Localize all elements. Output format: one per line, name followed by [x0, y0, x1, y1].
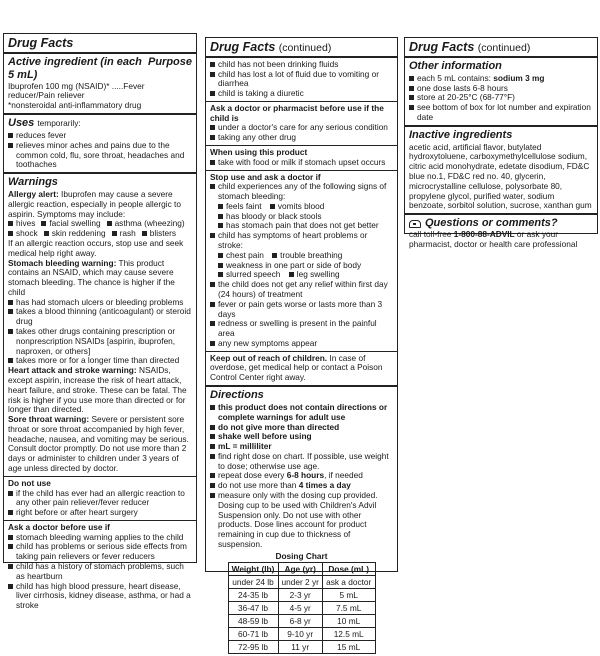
list-item: blisters	[142, 229, 176, 239]
drug-facts-panel-1	[3, 33, 197, 611]
allergy-text: Ibuprofen may cause a severe allergic reaction, especially in people allergic to aspirin. Symptoms may include:	[8, 189, 181, 219]
other-information-title: Other information	[409, 59, 502, 72]
stomach-text: This product contains an NSAID, which may cause severe stomach bleeding. The chance is higher if the child	[8, 257, 175, 297]
list-item: trouble breathing	[272, 251, 342, 261]
list-item: skin reddening	[44, 229, 106, 239]
list-item: weakness in one part or side of body	[218, 261, 387, 271]
list-item: child is taking a diuretic	[210, 89, 393, 99]
when-using-section	[206, 146, 397, 171]
list-item: see bottom of box for lot number and expiration date	[409, 103, 593, 123]
dosing-chart-title: Dosing Chart	[275, 550, 328, 561]
panel-header: Drug Facts	[4, 34, 196, 54]
warnings-title: Warnings	[8, 176, 58, 189]
column-header: Age (yr)	[278, 563, 322, 576]
questions-section	[405, 215, 597, 252]
list-item: any new symptoms appear	[210, 339, 393, 349]
list-item: child has high blood pressure, heart disease, liver cirrhosis, kidney disease, asthma, or had a stroke	[8, 582, 192, 611]
stop-use-section	[206, 171, 397, 352]
list-item: takes more or for a longer time than directed	[8, 356, 192, 366]
allergy-label: Allergy alert:	[8, 189, 59, 200]
heart-label: Heart attack and stroke warning:	[8, 365, 137, 376]
table-header-row	[228, 563, 375, 576]
list-item: do not give more than directed	[210, 423, 393, 433]
list-item: stomach bleeding warning applies to the child	[8, 533, 192, 543]
active-ingredient-section	[4, 54, 196, 115]
list-item: child has a history of stomach problems, such as heartburn	[8, 562, 192, 582]
list-item: vomits blood	[270, 202, 325, 212]
list-item: slurred speech	[218, 270, 280, 280]
drug-facts-panel-3	[404, 37, 598, 249]
list-item: right before or after heart surgery	[8, 508, 192, 518]
drug-facts-panel-2	[205, 37, 398, 652]
ask-pharmacist-section	[206, 102, 397, 146]
table-row	[228, 641, 375, 654]
list-item: facial swelling	[41, 219, 100, 229]
ask-doctor-continued	[206, 58, 397, 102]
list-item: feels faint	[218, 202, 262, 212]
text-run: or ask your pharmacist, doctor or health care professional	[409, 229, 578, 249]
inactive-ingredients-section	[405, 127, 597, 215]
list-item: under a doctor's care for any serious condition	[210, 123, 393, 133]
active-ingredient-line: Ibuprofen 100 mg (NSAID)* .....Fever reducer/Pain reliever	[8, 80, 145, 101]
ask-doctor-section	[4, 521, 196, 613]
ask-pharmacist-title: Ask a doctor or pharmacist before use if the child is	[210, 102, 384, 123]
text-run: do not use more than	[218, 480, 299, 491]
table-cell: 72-95 lb	[228, 641, 278, 654]
ask-doctor-title: Ask a doctor before use if	[8, 521, 110, 532]
list-item: rash	[112, 229, 136, 239]
list-item: chest pain	[218, 251, 264, 261]
list-item: redness or swelling is present in the painful area	[210, 319, 393, 339]
warnings-section	[4, 174, 196, 477]
active-ingredient-title: Active ingredient (in each 5 mL)	[8, 55, 142, 81]
uses-section	[4, 115, 196, 174]
purpose-title: Purpose	[147, 55, 192, 68]
table-cell: 15 mL	[322, 641, 375, 654]
table-cell: 11 yr	[278, 641, 322, 654]
heart-text: NSAIDs, except aspirin, increase the risk of heart attack, heart failure, and stroke. These can be fatal. The risk is higher if you use more than directed or for longer than directed.	[8, 365, 187, 415]
list-item: taking any other drug	[210, 133, 393, 143]
list-item: shock	[8, 229, 38, 239]
table-cell: 10 mL	[322, 615, 375, 628]
table-row	[228, 615, 375, 628]
text-run: call toll-free	[409, 229, 454, 240]
list-item: takes other drugs containing prescription or nonprescription NSAIDs [aspirin, ibuprofen, naproxen, or others]	[8, 327, 192, 356]
list-item: reduces fever	[8, 131, 192, 141]
other-information-section	[405, 58, 597, 127]
panel-header: Drug Facts	[409, 40, 475, 54]
list-item: leg swelling	[289, 270, 340, 280]
list-item: store at 20-25°C (68-77°F)	[409, 93, 593, 103]
inactive-ingredients-title: Inactive ingredients	[409, 128, 513, 141]
table-cell: 7.5 mL	[322, 602, 375, 615]
list-item: if the child has ever had an allergic reaction to any other pain reliever/fever reducer	[8, 489, 192, 509]
list-item: has had stomach ulcers or bleeding problems	[8, 298, 192, 308]
table-cell: 48-59 lb	[228, 615, 278, 628]
list-item: has stomach pain that does not get better	[218, 221, 387, 231]
keep-out-text: In case of overdose, get medical help or contact a Poison Control Center right away.	[210, 352, 383, 383]
table-cell: 5 mL	[322, 589, 375, 602]
list-item: the child does not get any relief within first day (24 hours) of treatment	[210, 280, 393, 300]
directions-section	[206, 387, 397, 656]
do-not-use-title: Do not use	[8, 477, 51, 488]
table-cell: 2-3 yr	[278, 589, 322, 602]
call-text	[409, 230, 593, 250]
table-cell: under 2 yr	[278, 576, 322, 589]
text-run: 4 times a day	[298, 480, 351, 491]
continued-label: (continued)	[278, 42, 332, 54]
list-item: takes a blood thinning (anticoagulant) or steroid drug	[8, 307, 192, 327]
list-item: child has symptoms of heart problems or stroke:	[210, 231, 393, 251]
list-item: child has problems or serious side effects from taking pain relievers or fever reducers	[8, 542, 192, 562]
inactive-ingredients-text: acetic acid, artificial flavor, butylated hydroxytoluene, carboxymethylcellulose sodium, citric acid monohydrate, edetate disodium, FD&C blue no.1, FD&C red no. 40, glycerin, microcrystalline cellulose, polysorbate 80, propylene glycol, purified water, sodium benzoate, sorbitol solution, sucrose, xanthan gum	[409, 141, 592, 211]
stomach-label: Stomach bleeding warning:	[8, 257, 117, 268]
list-item: child experiences any of the following signs of stomach bleeding:	[210, 182, 393, 202]
nsaid-note: *nonsteroidal anti-inflammatory drug	[8, 100, 142, 111]
table-row	[228, 576, 375, 589]
allergy-after: If an allergic reaction occurs, stop use and seek medical help right away.	[8, 238, 184, 258]
list-item: mL = milliliter	[210, 442, 393, 452]
list-item: one dose lasts 6-8 hours	[409, 84, 593, 94]
phone-icon	[409, 220, 421, 228]
table-cell: 6-8 yr	[278, 615, 322, 628]
list-item: child has not been drinking fluids	[210, 60, 393, 70]
text-run: , if needed	[324, 470, 363, 481]
keep-out-section	[206, 352, 397, 387]
list-item: hives	[8, 219, 35, 229]
phone-number: 1-800-88-ADVIL	[453, 229, 515, 240]
text-run: repeat dose every	[218, 470, 287, 481]
table-row	[228, 628, 375, 641]
text-run: 6-8 hours	[286, 470, 325, 481]
table-cell: 12.5 mL	[322, 628, 375, 641]
list-item: measure only with the dosing cup provided. Dosing cup to be used with Children's Advil Suspension only. Do not use with other products. Dose lines account for product remaining in cup due to thickness of suspension.	[210, 491, 393, 550]
column-header: Weight (lb)	[228, 563, 278, 576]
list-item: asthma (wheezing)	[107, 219, 185, 229]
continued-label: (continued)	[477, 42, 531, 54]
text-run: each 5 mL contains:	[417, 72, 494, 83]
column-header: Dose (mL)	[322, 563, 375, 576]
table-cell: 60-71 lb	[228, 628, 278, 641]
table-cell: 36-47 lb	[228, 602, 278, 615]
panel-header: Drug Facts	[210, 40, 276, 54]
questions-title: Questions or comments?	[425, 217, 558, 230]
list-item: find right dose on chart. If possible, use weight to dose; otherwise use age.	[210, 452, 393, 472]
table-cell: ask a doctor	[322, 576, 375, 589]
when-using-title: When using this product	[210, 147, 308, 157]
list-item: fever or pain gets worse or lasts more than 3 days	[210, 300, 393, 320]
table-row	[228, 602, 375, 615]
uses-subtitle: temporarily:	[37, 118, 81, 129]
throat-label: Sore throat warning:	[8, 414, 90, 425]
directions-title: Directions	[210, 388, 264, 401]
throat-text: Severe or persistent sore throat or sore throat accompanied by high fever, headache, nausea, and vomiting may be serious. Consult doctor promptly. Do not use more than 2 days or administer to children under 3 years of age unless directed by doctor.	[8, 414, 189, 473]
table-cell: 24-35 lb	[228, 589, 278, 602]
list-item: relieves minor aches and pains due to the common cold, flu, sore throat, headaches and toothaches	[8, 141, 192, 170]
do-not-use-section	[4, 477, 196, 521]
table-row	[228, 589, 375, 602]
text-run: sodium 3 mg	[493, 72, 545, 83]
table-cell: under 24 lb	[228, 576, 278, 589]
list-item: child has lost a lot of fluid due to vomiting or diarrhea	[210, 70, 393, 90]
list-item: has bloody or black stools	[218, 212, 387, 222]
dosing-chart	[228, 562, 376, 654]
table-cell: 4-5 yr	[278, 602, 322, 615]
stop-use-title: Stop use and ask a doctor if	[210, 171, 321, 182]
list-item: this product does not contain directions or complete warnings for adult use	[210, 403, 393, 423]
table-cell: 9-10 yr	[278, 628, 322, 641]
uses-title: Uses	[8, 117, 35, 130]
allergy-symptoms	[8, 219, 192, 239]
list-item: shake well before using	[210, 432, 393, 442]
keep-out-label: Keep out of reach of children.	[210, 352, 328, 363]
list-item: take with food or milk if stomach upset occurs	[210, 158, 393, 168]
